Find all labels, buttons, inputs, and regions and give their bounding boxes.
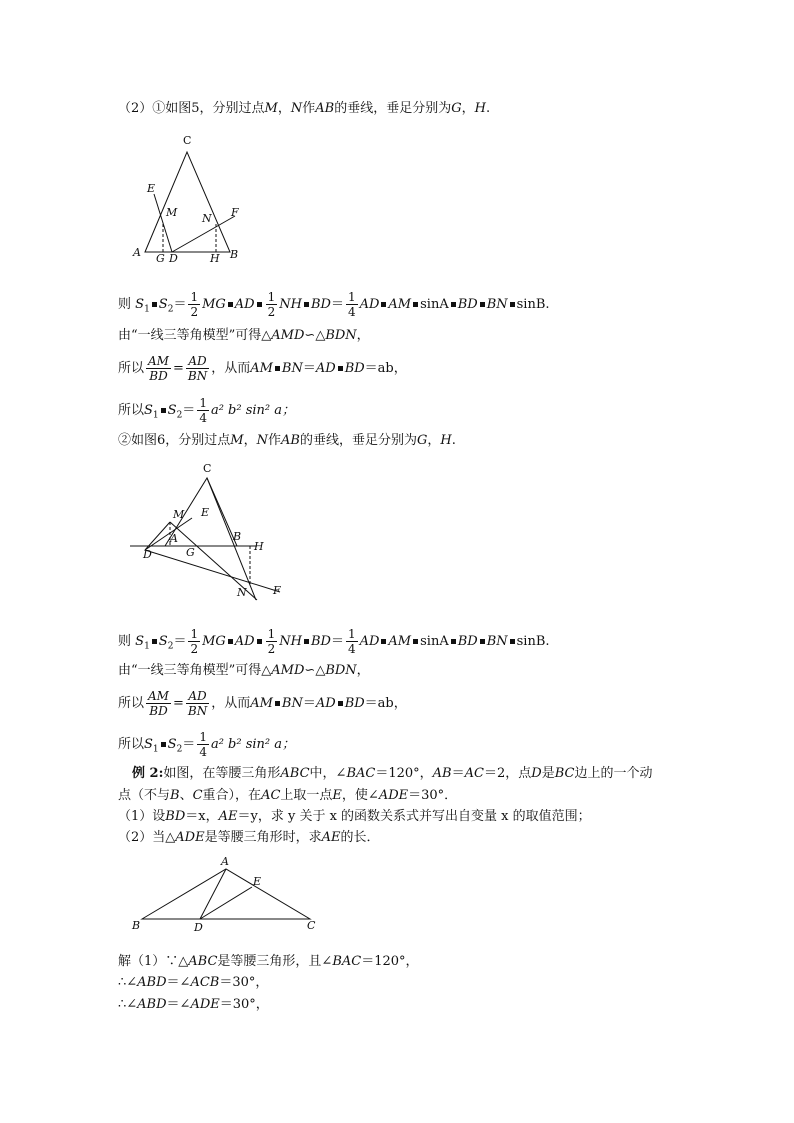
text: sinA [420,297,449,312]
figure-5 [120,128,260,268]
text: sinB. [516,297,550,312]
figure-6 [125,460,295,605]
line-result-1: 所以$S_1$ $S_2=$ $\frac{1}{4}$ a² b² sin² a； [118,396,296,425]
label-G: G [156,252,165,265]
text: BD [310,297,331,312]
equation-area-product-1 [118,290,550,320]
text: AD [359,297,380,312]
label-D: D [169,252,178,265]
fraction: $\frac{1}{4}$ [347,290,356,319]
label-H: H [210,252,220,265]
text: ＝ [173,297,187,312]
label-M: M [173,508,185,521]
label-A: A [221,855,229,868]
label-G: G [186,546,195,559]
text: S [158,297,168,312]
label-E: E [253,875,262,888]
text: 的垂线，垂足分别为 [334,101,452,116]
solution-line-1: 解（1）∵△ABC是等腰三角形，且∠BAC＝120°， [118,954,419,969]
solution-line-2: ∴∠ABD＝∠ACB＝30°， [118,975,269,990]
text: 则 [118,297,132,312]
paragraph-fig6-intro: ②如图6，分别过点M，N作AB的垂线，垂足分别为G，H. [118,433,456,448]
figure-7 [130,855,330,935]
example-2-line-2: 点（不与B、C重合），在AC上取一点E，使∠ADE＝30°． [118,788,458,803]
fraction: $\frac{1}{2}$ [190,290,199,319]
label-F: F [273,584,281,597]
label-E: E [201,506,210,519]
text: G [451,101,462,116]
line-ratio-1: 所以 $\frac{AM}{BD}$ = $\frac{AD}{BN}$ ，从而AM BN＝AD BD＝ab， [118,354,407,383]
text: ， [277,101,291,116]
label-C: C [307,919,316,932]
text: AD [234,297,255,312]
label-N: N [202,212,212,225]
label-A: A [170,532,178,545]
text: MG [202,297,226,312]
example-2-question-1: （1）设BD＝x，AE＝y，求 y 关于 x 的函数关系式并写出自变量 x 的取值范围； [118,809,591,824]
text: ， [461,101,475,116]
text: . [485,101,491,116]
label-C: C [203,462,212,475]
line-result-2: 所以$S_1$ $S_2=$ $\frac{1}{4}$ a² b² sin² a； [118,730,296,759]
label-B: B [233,530,242,543]
label-A: A [133,246,141,259]
paragraph-fig5-intro [118,99,490,119]
text: BN [486,297,508,312]
text: 1 [144,304,150,315]
text: （2）①如图5，分别过点 [118,101,265,116]
label-E: E [147,182,156,195]
label-F: F [231,206,239,219]
text: H [474,101,486,116]
example-2-line-1: 例 2:如图，在等腰三角形ABC中，∠BAC＝120°，AB＝AC＝2，点D是BC边上的一个动 [132,766,653,781]
text: M [264,101,278,116]
line-ratio-2: 所以 $\frac{AM}{BD}$ = $\frac{AD}{BN}$ ，从而AM BN＝AD BD＝ab， [118,689,407,718]
equation-area-product-2: 则 $S_1$ $S_2=$ $\frac{1}{2}$ MG AD $\frac{1}{2}$ NH BD＝ $\frac{1}{4}$ AD AM sinA BD BN sinB. [118,627,550,656]
label-C: C [183,134,192,147]
text: S [135,297,145,312]
line-model-1: 由“一线三等角模型”可得△AMD∽△BDN， [118,328,370,343]
text: NH [279,297,302,312]
solution-line-3: ∴∠ABD＝∠ADE＝30°， [118,997,269,1012]
fraction: $\frac{1}{2}$ [267,290,276,319]
text: N [290,101,303,116]
label-D: D [143,548,152,561]
label-B: B [230,248,239,261]
label-B: B [132,919,141,932]
text: AB [315,101,335,116]
text: 作 [302,101,316,116]
line-model-2: 由“一线三等角模型”可得△AMD∽△BDN， [118,663,370,678]
text: AM [388,297,412,312]
label-M: M [166,206,178,219]
label-N: N [237,586,247,599]
example-2-question-2: （2）当△ADE是等腰三角形时，求AE的长． [118,830,380,845]
text: 2 [167,304,174,315]
text: BD [457,297,478,312]
label-H: H [254,540,264,553]
label-D: D [194,921,203,934]
text: ＝ [330,297,344,312]
